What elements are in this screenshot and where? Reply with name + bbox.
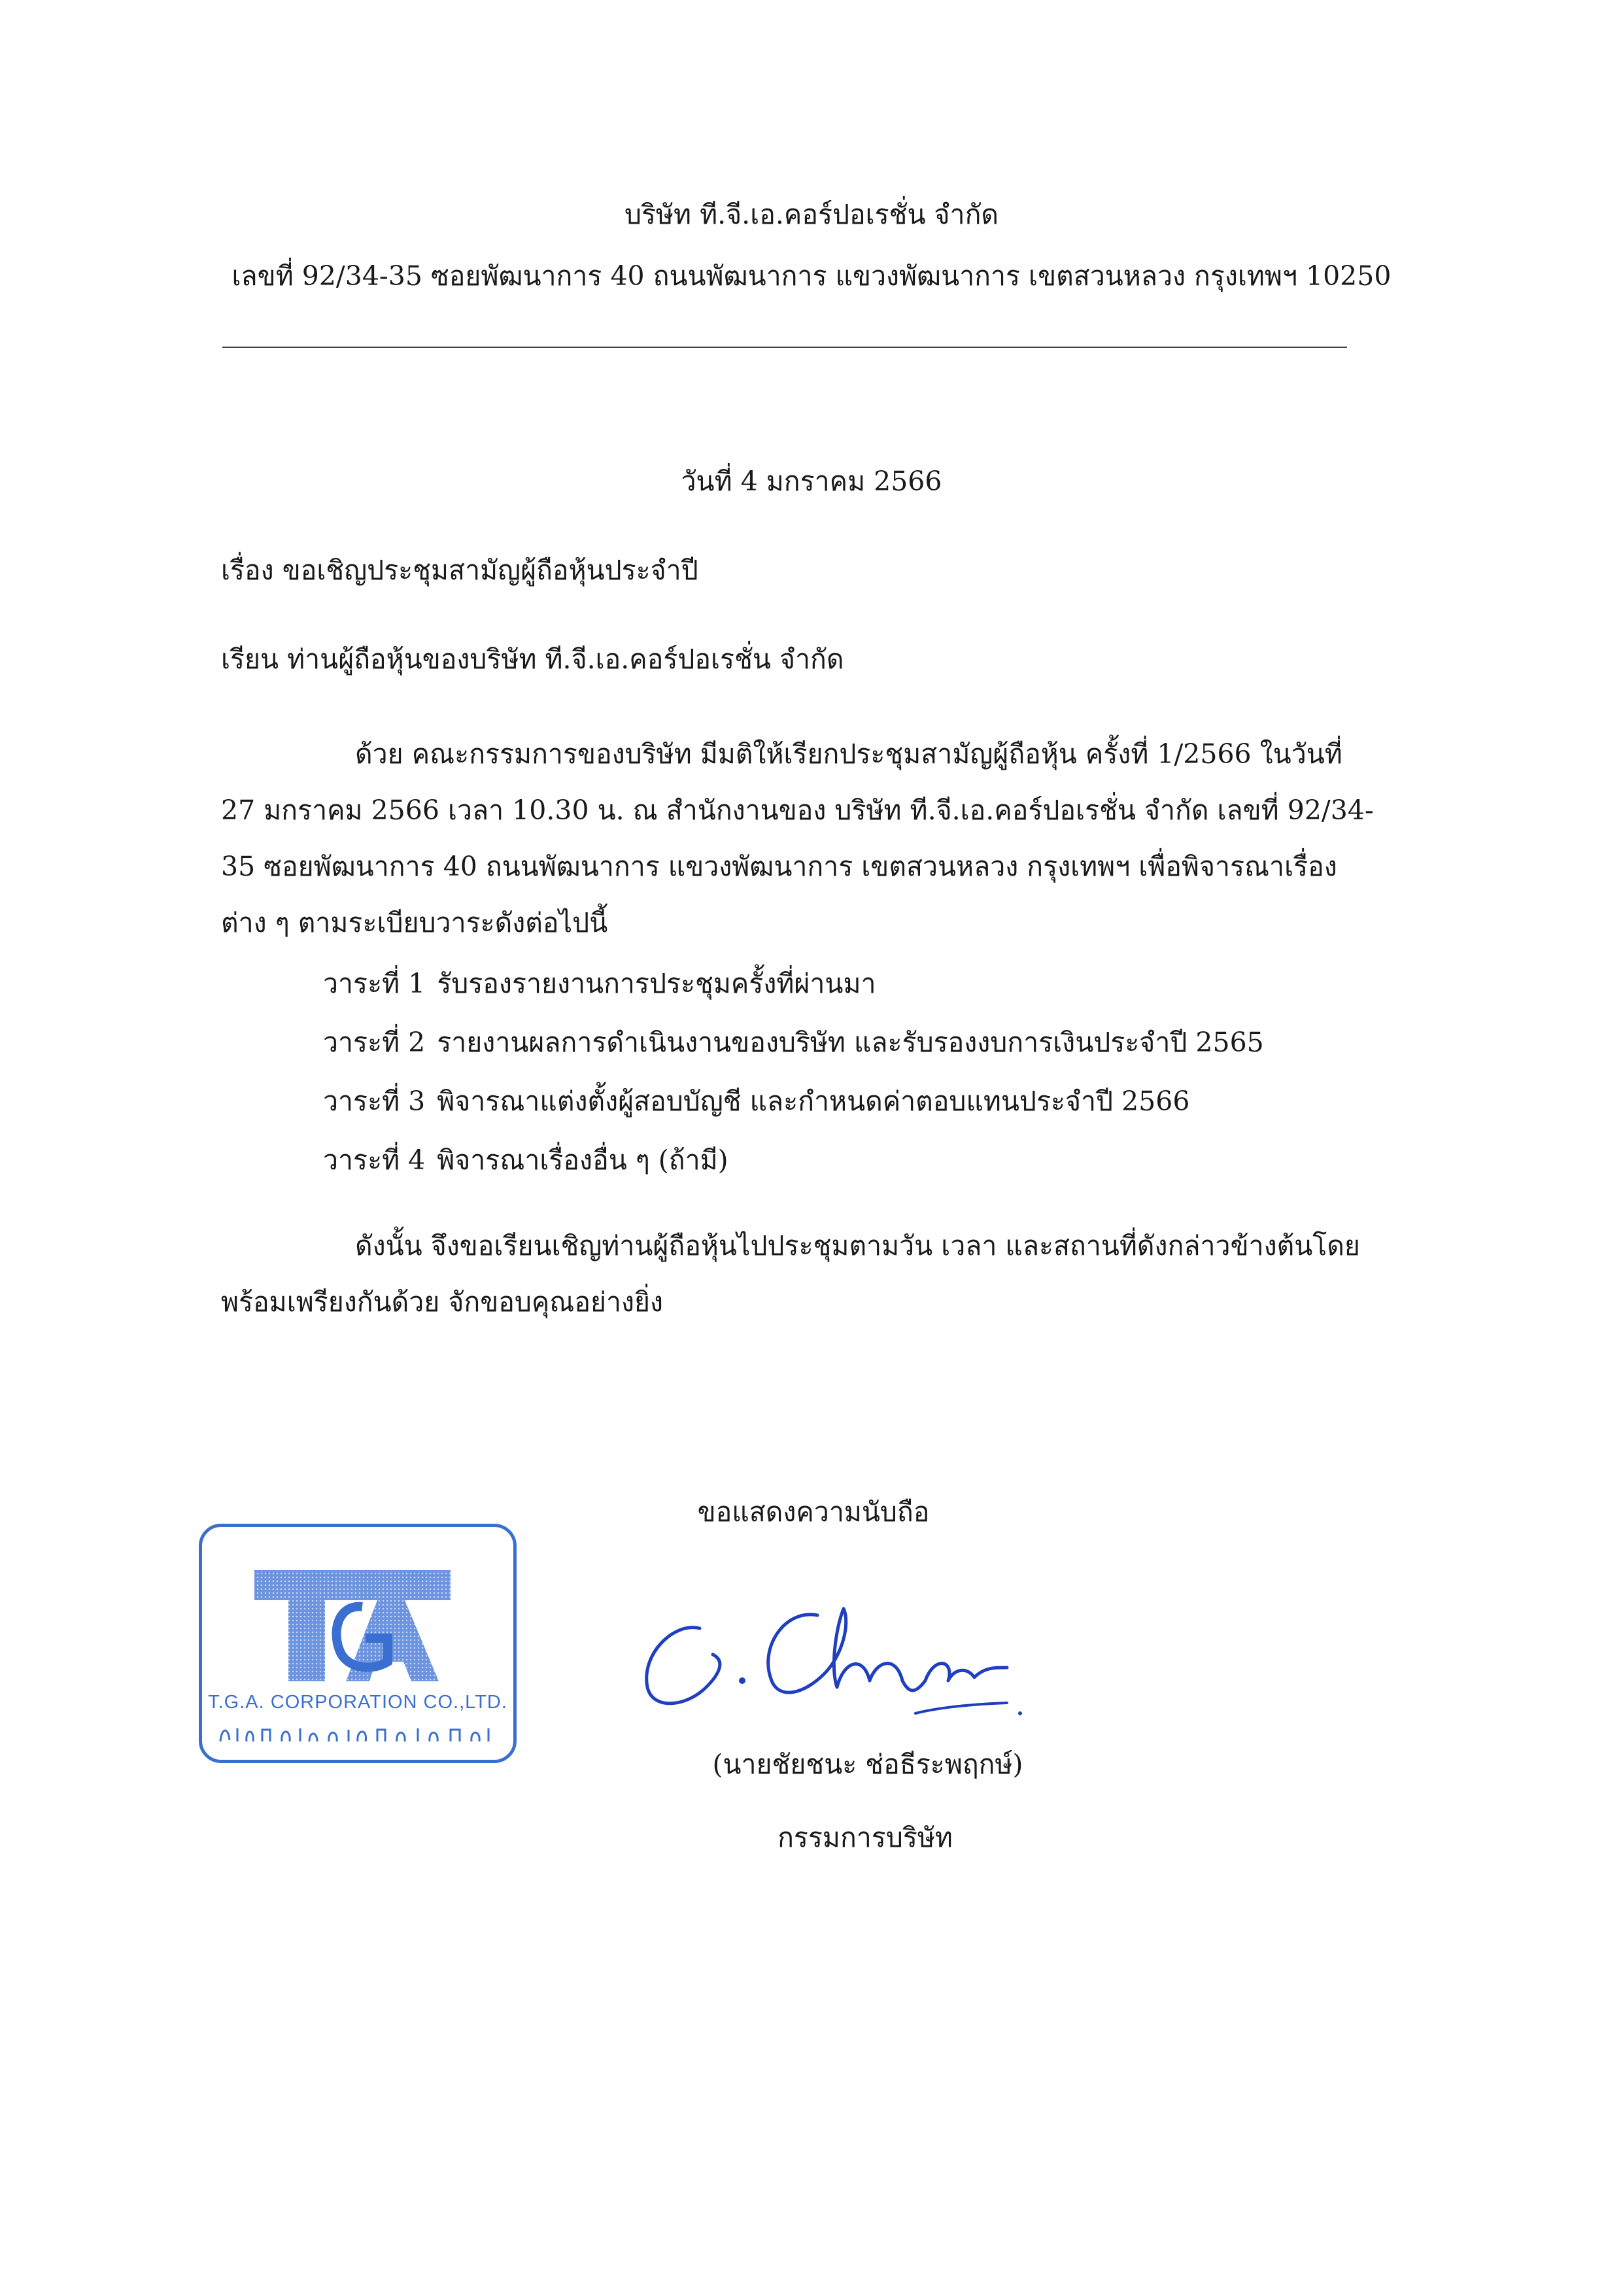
closing-paragraph: ดังนั้น จึงขอเรียนเชิญท่านผู้ถือหุ้นไปประชุมตามวัน เวลา และสถานที่ดังกล่าวข้างต้นโดยพร้อมเพรียงกันด้วย จักขอบคุณอย่างยิ่ง (221, 1230, 1360, 1318)
signer-title-text: กรรมการบริษัท (777, 1822, 953, 1853)
agenda-item (323, 1023, 1264, 1062)
stamp-thai-lettering-icon (214, 1721, 502, 1747)
agenda-item (323, 964, 876, 1003)
agenda-text: พิจารณาแต่งตั้งผู้สอบบัญชี และกำหนดค่าตอบแทนประจำปี 2566 (437, 1086, 1190, 1117)
agenda-text: รับรองรายงานการประชุมครั้งที่ผ่านมา (437, 968, 876, 999)
company-name: บริษัท ที.จี.เอ.คอร์ปอเรชั่น จำกัด (624, 199, 999, 230)
signer-name (0, 1745, 1623, 1784)
agenda-number: วาระที่ 4 (323, 1144, 426, 1176)
company-address: เลขที่ 92/34-35 ซอยพัฒนาการ 40 ถนนพัฒนาการ แขวงพัฒนาการ เขตสวนหลวง กรุงเทพฯ 10250 (231, 260, 1392, 292)
agenda-number: วาระที่ 3 (323, 1086, 426, 1117)
signer-name-text: (นายชัยชนะ ช่อธีระพฤกษ์) (712, 1749, 1023, 1780)
tga-logo-icon (248, 1552, 457, 1689)
regards-text: ขอแสดงความนับถือ (697, 1496, 930, 1528)
letter-subject: เรื่อง ขอเชิญประชุมสามัญผู้ถือหุ้นประจำปี (221, 555, 698, 586)
letter-date: วันที่ 4 มกราคม 2566 (681, 466, 942, 497)
header-divider (222, 347, 1347, 348)
agenda-text: รายงานผลการดำเนินงานของบริษัท และรับรองงบการเงินประจำปี 2565 (437, 1027, 1264, 1058)
stamp-english-name: T.G.A. CORPORATION CO.,LTD. (208, 1692, 507, 1713)
agenda-number: วาระที่ 2 (323, 1027, 426, 1058)
agenda-item (323, 1082, 1189, 1121)
letter-salutation: เรียน ท่านผู้ถือหุ้นของบริษัท ที.จี.เอ.คอร์ปอเรชั่น จำกัด (221, 643, 844, 675)
signature-icon (628, 1583, 1046, 1733)
agenda-item (323, 1140, 728, 1180)
body-paragraph: ด้วย คณะกรรมการของบริษัท มีมติให้เรียกประชุมสามัญผู้ถือหุ้น ครั้งที่ 1/2566 ในวันที่ 27 มกราคม 2566 เวลา 10.30 น. ณ สำนักงานของ บริษัท ที.จี.เอ.คอร์ปอเรชั่น จำกัด เลขที่ 92/34-35 ซอยพัฒนาการ 40 ถนนพัฒนาการ แขวงพัฒนาการ เขตสวนหลวง กรุงเทพฯ เพื่อพิจารณาเรื่องต่าง ๆ ตามระเบียบวาระดังต่อไปนี้ (221, 738, 1374, 938)
company-stamp (199, 1524, 517, 1763)
agenda-number: วาระที่ 1 (323, 968, 426, 999)
agenda-text: พิจารณาเรื่องอื่น ๆ (ถ้ามี) (437, 1144, 728, 1176)
signer-title (0, 1818, 1623, 1857)
